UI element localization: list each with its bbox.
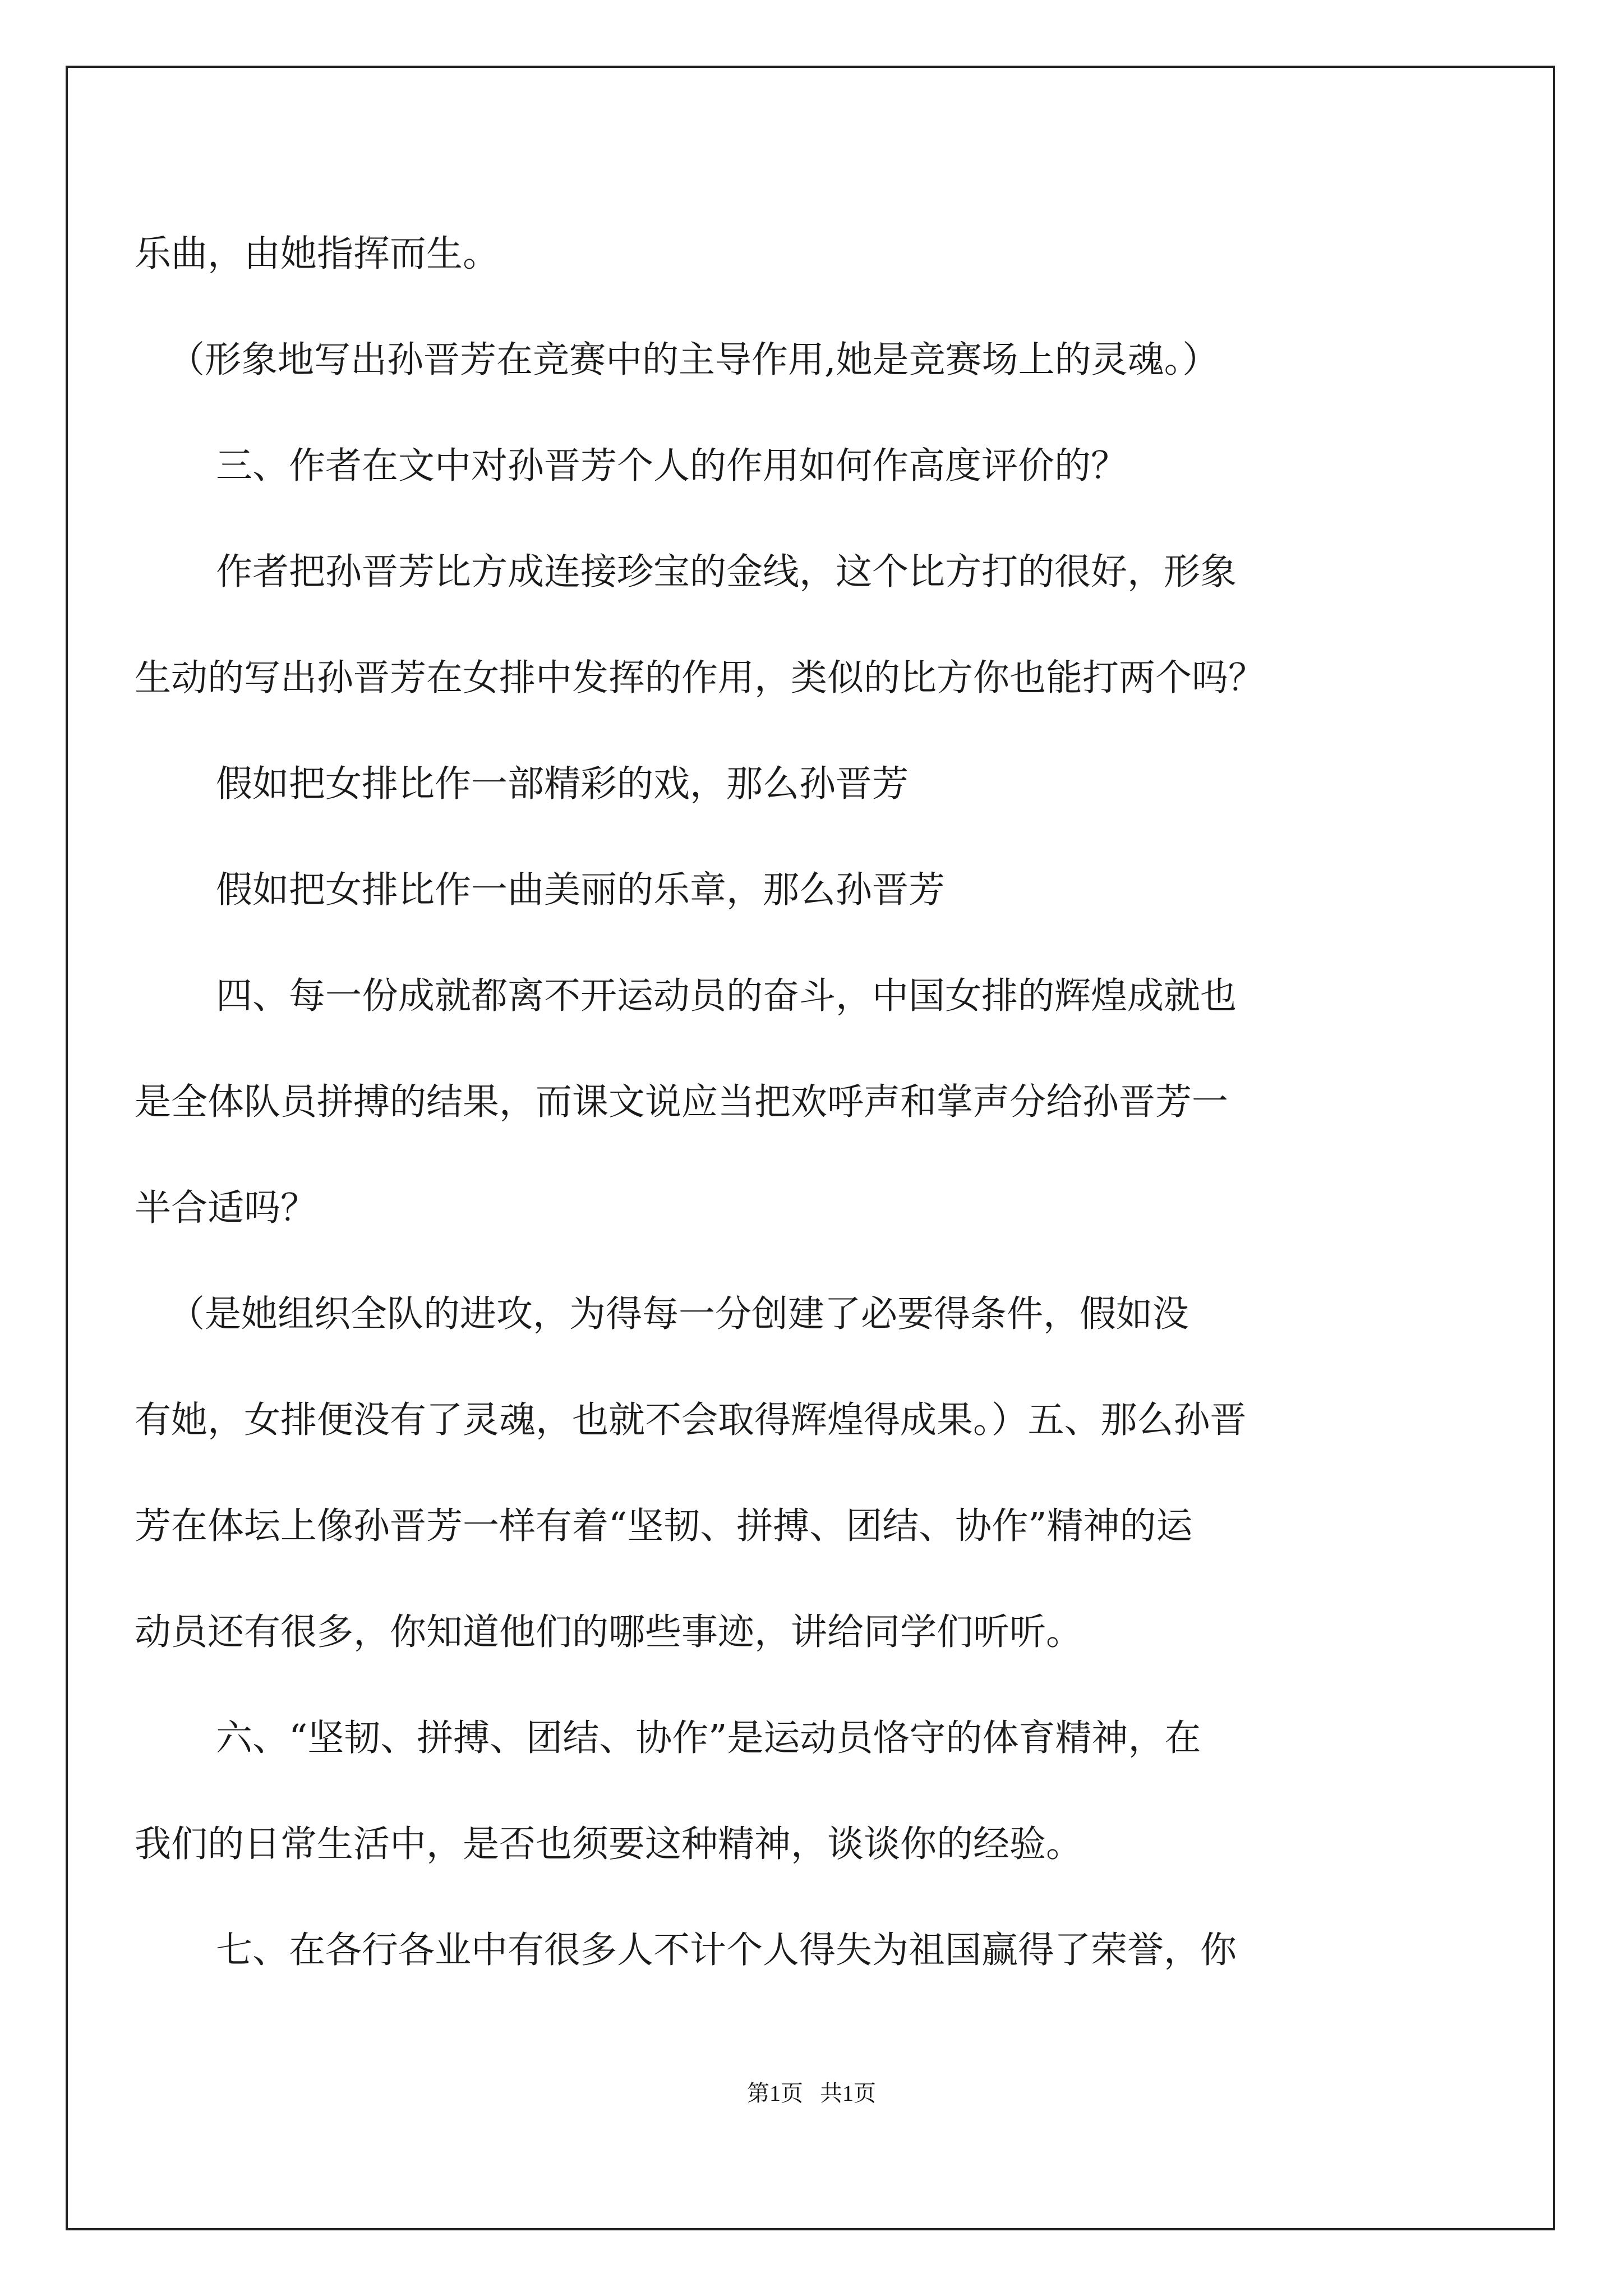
text-line: 假如把女排比作一部精彩的戏，那么孙晋芳 [216, 763, 909, 805]
text-line: 是全体队员拼搏的结果，而课文说应当把欢呼声和掌声分给孙晋芳一 [135, 1081, 1229, 1123]
text-line: 有她，女排便没有了灵魂，也就不会取得辉煌得成果。）五、那么孙晋 [135, 1399, 1247, 1441]
text-line: 作者把孙晋芳比方成连接珍宝的金线，这个比方打的很好，形象 [216, 551, 1237, 593]
text-line: 乐曲，由她指挥而生。 [135, 233, 500, 275]
text-line: 动员还有很多，你知道他们的哪些事迹，讲给同学们听听。 [135, 1611, 1083, 1653]
text-line: 假如把女排比作一曲美丽的乐章，那么孙晋芳 [216, 869, 946, 911]
page-number-footer: 第1页 共1页 [747, 2081, 876, 2106]
text-line: 我们的日常生活中，是否也须要这种精神，谈谈你的经验。 [135, 1823, 1083, 1865]
text-line: 七、在各行各业中有很多人不计个人得失为祖国赢得了荣誉，你 [216, 1929, 1237, 1971]
text-line: 四、每一份成就都离不开运动员的奋斗，中国女排的辉煌成就也 [216, 975, 1237, 1017]
text-line: （形象地写出孙晋芳在竞赛中的主导作用,她是竞赛场上的灵魂。） [168, 339, 1219, 381]
text-line: 芳在体坛上像孙晋芳一样有着“坚韧、拼搏、团结、协作”精神的运 [135, 1505, 1193, 1547]
text-line: （是她组织全队的进攻，为得每一分创建了必要得条件，假如没 [168, 1293, 1189, 1335]
text-line: 三、作者在文中对孙晋芳个人的作用如何作高度评价的？ [216, 445, 1128, 487]
text-line: 生动的写出孙晋芳在女排中发挥的作用，类似的比方你也能打两个吗？ [135, 657, 1265, 699]
text-line: 六、“坚韧、拼搏、团结、协作”是运动员恪守的体育精神，在 [216, 1717, 1201, 1759]
text-line: 半合适吗？ [135, 1187, 317, 1229]
